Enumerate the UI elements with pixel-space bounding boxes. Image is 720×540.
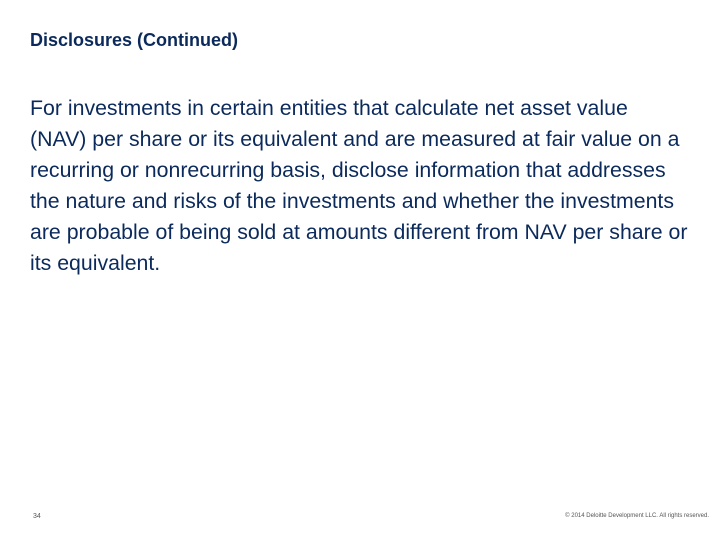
- page-title: Disclosures (Continued): [30, 30, 239, 50]
- copyright-notice: © 2014 Deloitte Development LLC. All rights reserved.: [565, 513, 709, 519]
- body-paragraph: For investments in certain entities that calculate net asset value (NAV) per share or its equivalent and are measured at fair value on a recurring or nonrecurring basis, disclose information that addresses the nature and risks of the investments and whether the investments are probable of being sold at amounts different from NAV per share or its equivalent.: [30, 96, 688, 275]
- page-number: 34: [33, 513, 41, 520]
